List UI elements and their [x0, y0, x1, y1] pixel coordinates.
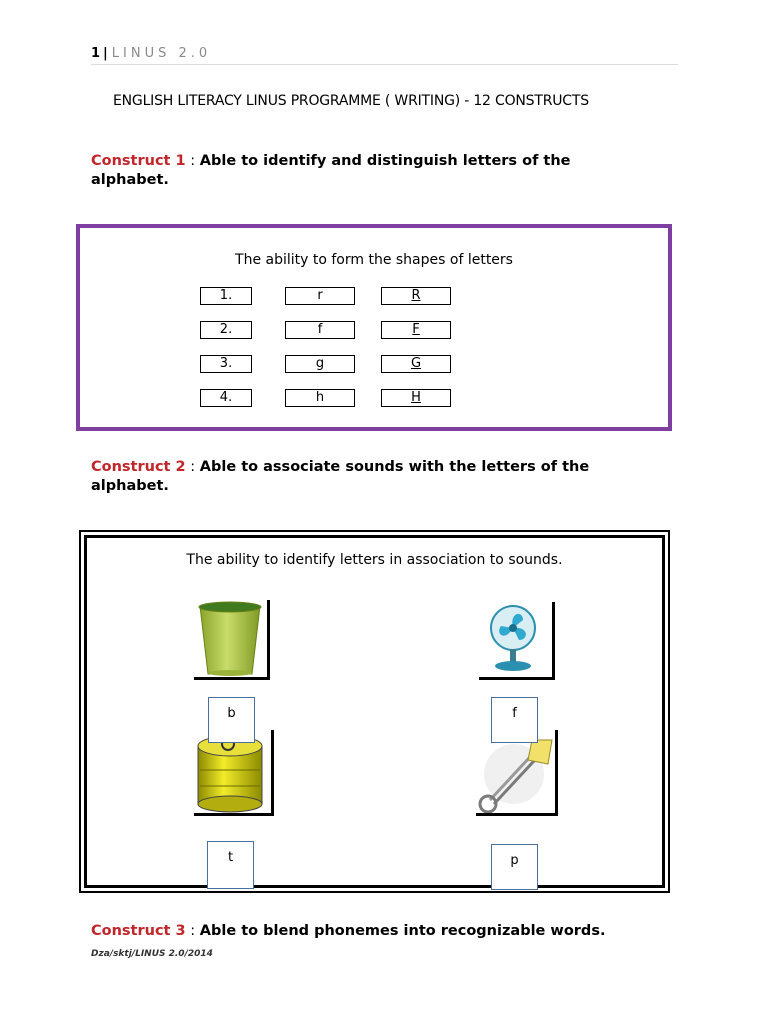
bucket-icon	[194, 600, 270, 680]
answer-box: p	[491, 844, 538, 890]
construct-colon: :	[185, 923, 200, 939]
footer-note: Dza/sktj/LINUS 2.0/2014	[91, 949, 213, 959]
construct-label: Construct 2	[91, 459, 186, 475]
inner-frame	[84, 535, 665, 888]
box-caption: The ability to form the shapes of letters	[235, 252, 513, 268]
row-number: 2.	[200, 321, 252, 339]
answer-box: b	[208, 697, 255, 743]
header-divider	[91, 64, 678, 65]
fan-icon	[479, 602, 555, 680]
construct-3	[91, 922, 651, 941]
uppercase-letter: R	[381, 287, 451, 305]
uppercase-letter: G	[381, 355, 451, 373]
construct-label: Construct 1	[91, 153, 186, 169]
construct-text: Able to associate sounds with the letters of the alphabet.	[91, 459, 590, 494]
construct-label: Construct 3	[91, 923, 186, 939]
row-number: 4.	[200, 389, 252, 407]
letter-shapes-box	[76, 224, 672, 431]
lowercase-letter: r	[285, 287, 355, 305]
letter-sounds-box	[79, 530, 670, 893]
lowercase-letter: g	[285, 355, 355, 373]
document-title: ENGLISH LITERACY LINUS PROGRAMME ( WRITING) - 12 CONSTRUCTS	[113, 93, 589, 109]
construct-2	[91, 458, 651, 496]
answer-box: f	[491, 697, 538, 743]
lowercase-letter: f	[285, 321, 355, 339]
page-header	[91, 46, 211, 61]
row-number: 3.	[200, 355, 252, 373]
uppercase-letter: H	[381, 389, 451, 407]
construct-colon: :	[185, 153, 200, 169]
uppercase-letter: F	[381, 321, 451, 339]
lowercase-letter: h	[285, 389, 355, 407]
header-brand: LINUS 2.0	[111, 46, 212, 61]
construct-colon: :	[185, 459, 200, 475]
construct-1	[91, 152, 651, 190]
row-number: 1.	[200, 287, 252, 305]
box-caption: The ability to identify letters in association to sounds.	[186, 552, 563, 568]
page-number: 1	[91, 46, 102, 61]
header-separator: |	[103, 46, 109, 61]
answer-box: t	[207, 841, 254, 889]
construct-text: Able to blend phonemes into recognizable words.	[199, 923, 606, 939]
construct-text: Able to identify and distinguish letters of the alphabet.	[91, 153, 571, 188]
